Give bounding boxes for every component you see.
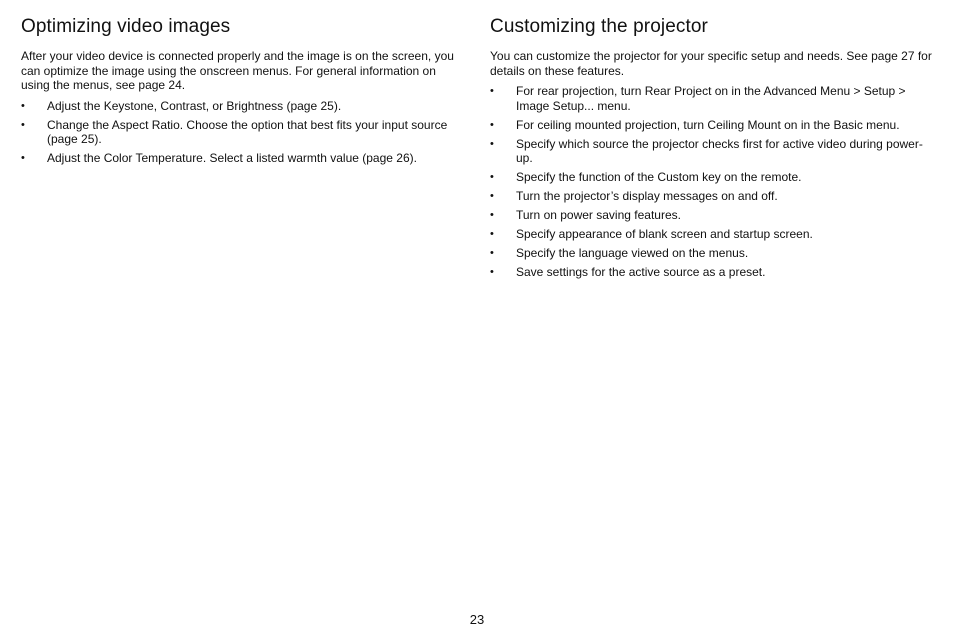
list-item-text: Save settings for the active source as a preset. <box>516 265 766 279</box>
list-item-text: For rear projection, turn Rear Project on in the Advanced Menu > Setup > Image Setup... menu. <box>516 84 906 113</box>
list-item-text: For ceiling mounted projection, turn Ceiling Mount on in the Basic menu. <box>516 117 900 132</box>
list-item <box>490 227 934 242</box>
section-intro: After your video device is connected properly and the image is on the screen, you can optimize the image using the onscreen menus. For general information on using the menus, see page 24. <box>21 49 454 92</box>
list-item <box>490 170 934 185</box>
bullet-icon: • <box>490 247 494 259</box>
list-item-text: Adjust the Keystone, Contrast, or Brightness (page 25). <box>47 98 342 113</box>
list-item <box>21 118 463 147</box>
bullet-icon: • <box>490 85 494 97</box>
bullet-icon: • <box>490 228 494 240</box>
list-item <box>490 137 934 166</box>
list-item <box>490 84 934 113</box>
list-item <box>21 151 463 166</box>
section-title: Customizing the projector <box>490 16 708 37</box>
list-item-text: Specify which source the projector checks first for active video during power-up. <box>516 136 923 165</box>
list-item <box>490 265 934 280</box>
page-number: 23 <box>469 612 485 627</box>
list-item <box>490 189 934 204</box>
bullet-icon: • <box>490 118 494 131</box>
bullet-icon: • <box>490 190 494 202</box>
list-item-text: Specify appearance of blank screen and startup screen. <box>516 227 813 241</box>
section-intro: You can customize the projector for your specific setup and needs. See page 27 for details on these features. <box>490 49 932 78</box>
list-item-text: Specify the function of the Custom key on the remote. <box>516 170 802 184</box>
section-title: Optimizing video images <box>21 16 231 37</box>
bullet-icon: • <box>490 171 494 183</box>
bullet-list <box>21 99 463 166</box>
bullet-list <box>490 84 934 280</box>
bullet-icon: • <box>21 99 25 112</box>
list-item-text: Change the Aspect Ratio. Choose the option that best fits your input source (page 25). <box>47 117 448 146</box>
bullet-icon: • <box>490 209 494 221</box>
bullet-icon: • <box>21 152 25 164</box>
list-item-text: Adjust the Color Temperature. Select a listed warmth value (page 26). <box>47 151 417 165</box>
bullet-icon: • <box>21 118 25 131</box>
bullet-icon: • <box>490 137 494 150</box>
section-customizing-the-projector <box>490 16 934 284</box>
section-optimizing-video-images <box>21 16 463 170</box>
list-item <box>21 99 463 114</box>
list-item <box>490 118 934 133</box>
list-item-text: Specify the language viewed on the menus. <box>516 246 749 260</box>
bullet-icon: • <box>490 266 494 278</box>
list-item-text: Turn the projector’s display messages on and off. <box>516 189 778 203</box>
list-item <box>490 246 934 261</box>
list-item-text: Turn on power saving features. <box>516 208 681 222</box>
list-item <box>490 208 934 223</box>
